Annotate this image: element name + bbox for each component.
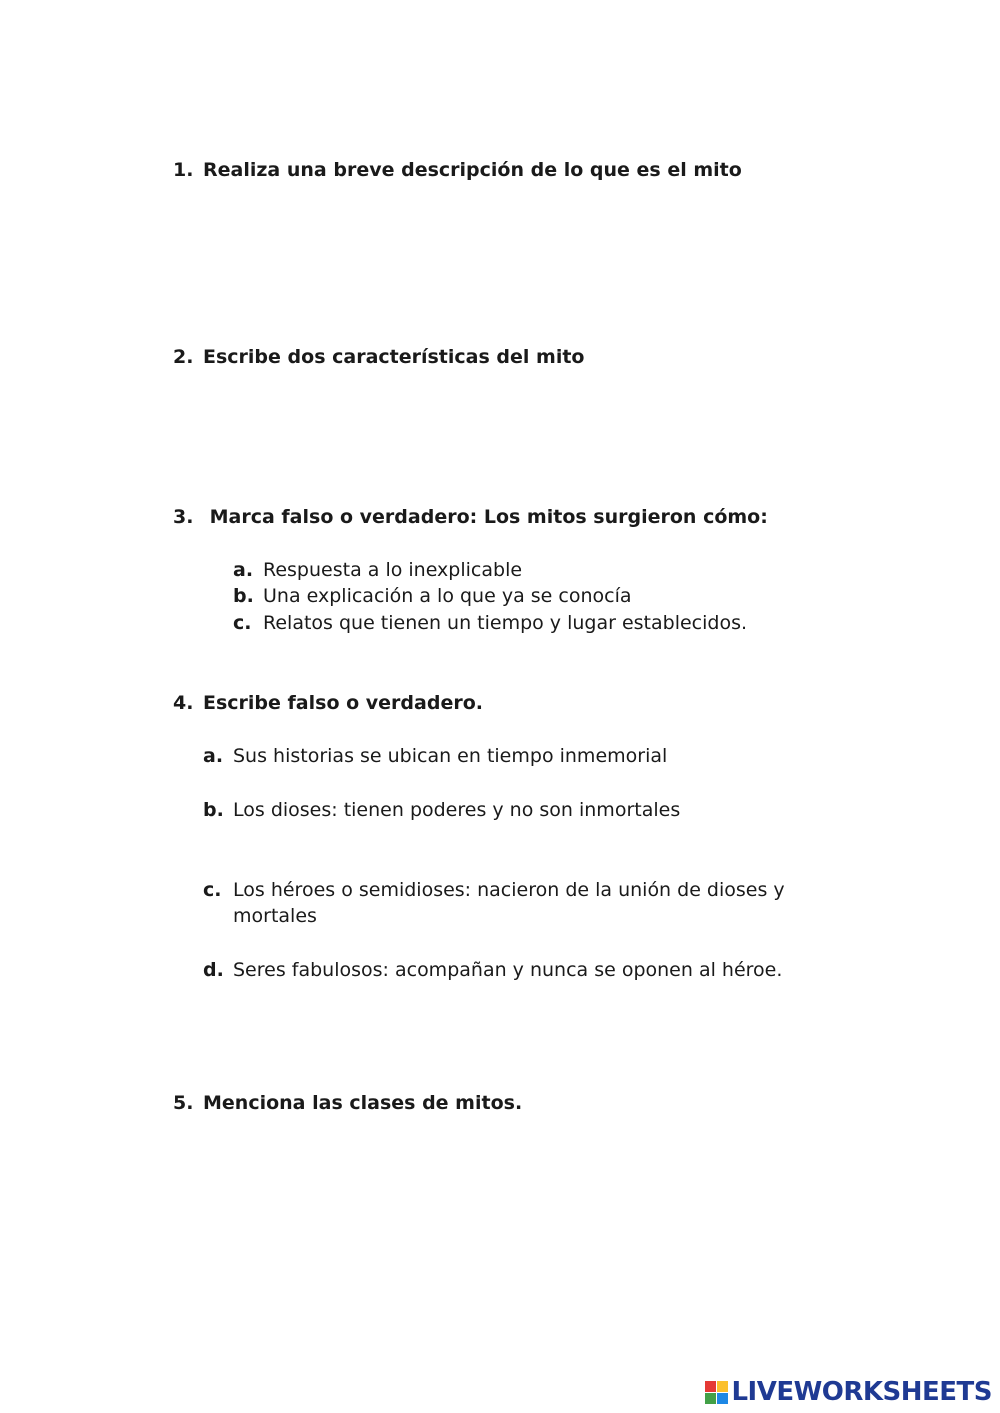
question-text: Realiza una breve descripción de lo que es el mito xyxy=(203,159,742,181)
brand-wordmark: LIVEWORKSHEETS xyxy=(731,1377,992,1407)
option-letter: a. xyxy=(203,745,224,767)
question-text: Marca falso o verdadero: Los mitos surgieron cómo: xyxy=(203,506,768,528)
option-letter: b. xyxy=(203,799,224,821)
option-text: Respuesta a lo inexplicable xyxy=(263,559,523,581)
option-letter: b. xyxy=(233,585,254,607)
option-letter: c. xyxy=(233,612,252,634)
question-text: Escribe dos características del mito xyxy=(203,346,585,368)
q3-option-c xyxy=(233,610,833,636)
option-letter: d. xyxy=(203,959,224,981)
option-text: Una explicación a lo que ya se conocía xyxy=(263,585,632,607)
question-number: 3. xyxy=(173,506,194,528)
option-text: Los héroes o semidioses: nacieron de la unión de dioses y mortales xyxy=(233,879,785,927)
question-text: Escribe falso o verdadero. xyxy=(203,692,483,714)
question-5 xyxy=(173,1090,522,1116)
question-text: Menciona las clases de mitos. xyxy=(203,1092,523,1114)
logo-block xyxy=(705,1393,716,1404)
logo-block xyxy=(705,1381,716,1392)
q3-option-b xyxy=(233,583,833,609)
option-letter: c. xyxy=(203,879,222,901)
question-number: 5. xyxy=(173,1092,194,1114)
question-number: 4. xyxy=(173,692,194,714)
logo-blocks-icon xyxy=(705,1381,728,1404)
option-text: Sus historias se ubican en tiempo inmemorial xyxy=(233,745,668,767)
question-number: 1. xyxy=(173,159,194,181)
question-3 xyxy=(173,504,768,530)
liveworksheets-logo xyxy=(705,1377,992,1407)
q4-option-d xyxy=(203,957,843,983)
q4-option-b xyxy=(203,797,823,823)
question-1 xyxy=(173,157,742,183)
question-4 xyxy=(173,690,483,716)
q4-option-c xyxy=(203,877,823,929)
option-text: Relatos que tienen un tiempo y lugar establecidos. xyxy=(263,612,748,634)
question-2 xyxy=(173,344,584,370)
question-number: 2. xyxy=(173,346,194,368)
option-letter: a. xyxy=(233,559,254,581)
q3-option-a xyxy=(233,557,833,583)
logo-block xyxy=(717,1393,728,1404)
option-text: Seres fabulosos: acompañan y nunca se oponen al héroe. xyxy=(233,959,783,981)
q4-option-a xyxy=(203,743,823,769)
logo-block xyxy=(717,1381,728,1392)
option-text: Los dioses: tienen poderes y no son inmortales xyxy=(233,799,681,821)
